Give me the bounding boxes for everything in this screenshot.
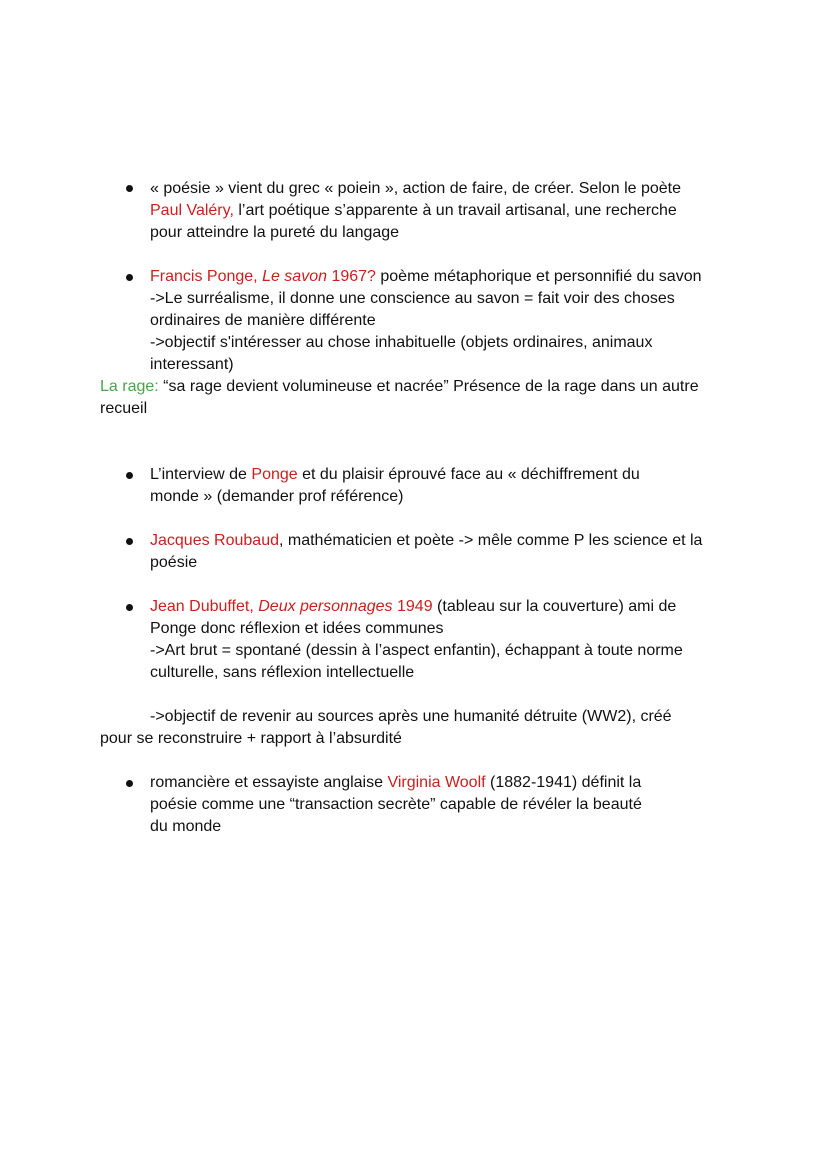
bullet-1-line-1: « poésie » vient du grec « poiein », action de faire, de créer. Selon le poète: [150, 180, 682, 197]
bullet-3-post: et du plaisir éprouvé face au « déchiffrement du: [297, 466, 640, 483]
name-jacques-roubaud: Jacques Roubaud: [150, 532, 279, 549]
year-1967: 1967?: [327, 268, 376, 285]
rage-quote: “sa rage devient volumineuse et nacrée” Présence de la rage dans un autre: [158, 378, 699, 395]
rage-label: La rage:: [100, 378, 159, 395]
name-virginia-woolf: Virginia Woolf: [387, 774, 486, 791]
paragraph-line-1: ->objectif de revenir au sources après une humanité détruite (WW2), créé: [150, 708, 672, 725]
rage-line-1: [100, 376, 699, 398]
bullet-4-line-2: poésie: [150, 554, 198, 571]
bullet-3-line-2: monde » (demander prof référence): [150, 488, 404, 505]
bullet-2-marker: [126, 274, 133, 281]
bullet-1-marker: [126, 185, 133, 192]
bullet-3-line-1: [150, 464, 640, 486]
rage-line-2: recueil: [100, 400, 148, 417]
name-ponge: Ponge: [251, 466, 298, 483]
bullet-5-line-2: Ponge donc réflexion et idées communes: [150, 620, 444, 637]
year-1949: 1949: [392, 598, 433, 615]
bullet-6-line-2: poésie comme une “transaction secrète” capable de révéler la beauté: [150, 796, 642, 813]
paragraph-line-2: pour se reconstruire + rapport à l’absurdité: [100, 730, 402, 747]
bullet-5-marker: [126, 604, 133, 611]
name-jean-dubuffet: Jean Dubuffet,: [150, 598, 259, 615]
bullet-1-line-2: [150, 200, 677, 222]
bullet-3-marker: [126, 472, 133, 479]
name-paul-valery: Paul Valéry,: [150, 202, 234, 219]
bullet-5-line-1-text: (tableau sur la couverture) ami de: [432, 598, 677, 615]
bullet-2-line-5: interessant): [150, 356, 234, 373]
bullet-1-line-2-text: l’art poétique s’apparente à un travail artisanal, une recherche: [233, 202, 677, 219]
title-deux-personnages: Deux personnages: [258, 598, 393, 615]
bullet-4-marker: [126, 538, 133, 545]
bullet-6-pre: romancière et essayiste anglaise: [150, 774, 388, 791]
name-francis-ponge: Francis Ponge,: [150, 268, 263, 285]
bullet-5-line-4: culturelle, sans réflexion intellectuelle: [150, 664, 415, 681]
bullet-2-line-4: ->objectif s'intéresser au chose inhabituelle (objets ordinaires, animaux: [150, 334, 653, 351]
bullet-2-line-2: ->Le surréalisme, il donne une conscience au savon = fait voir des choses: [150, 290, 675, 307]
bullet-4-line-1: [150, 530, 702, 552]
bullet-1-line-3: pour atteindre la pureté du langage: [150, 224, 400, 241]
bullet-6-line-1: [150, 772, 641, 794]
bullet-2-line-3: ordinaires de manière différente: [150, 312, 376, 329]
bullet-2-line-1: [150, 266, 701, 288]
bullet-3-pre: L’interview de: [150, 466, 252, 483]
bullet-6-post: (1882-1941) définit la: [485, 774, 642, 791]
title-le-savon: Le savon: [262, 268, 327, 285]
bullet-6-line-3: du monde: [150, 818, 222, 835]
bullet-5-line-3: ->Art brut = spontané (dessin à l’aspect enfantin), échappant à toute norme: [150, 642, 683, 659]
bullet-2-line-1-text: poème métaphorique et personnifié du savon: [375, 268, 702, 285]
bullet-4-line-1-text: , mathématicien et poète -> mêle comme P les science et la: [278, 532, 703, 549]
bullet-6-marker: [126, 780, 133, 787]
bullet-5-line-1: [150, 596, 676, 618]
